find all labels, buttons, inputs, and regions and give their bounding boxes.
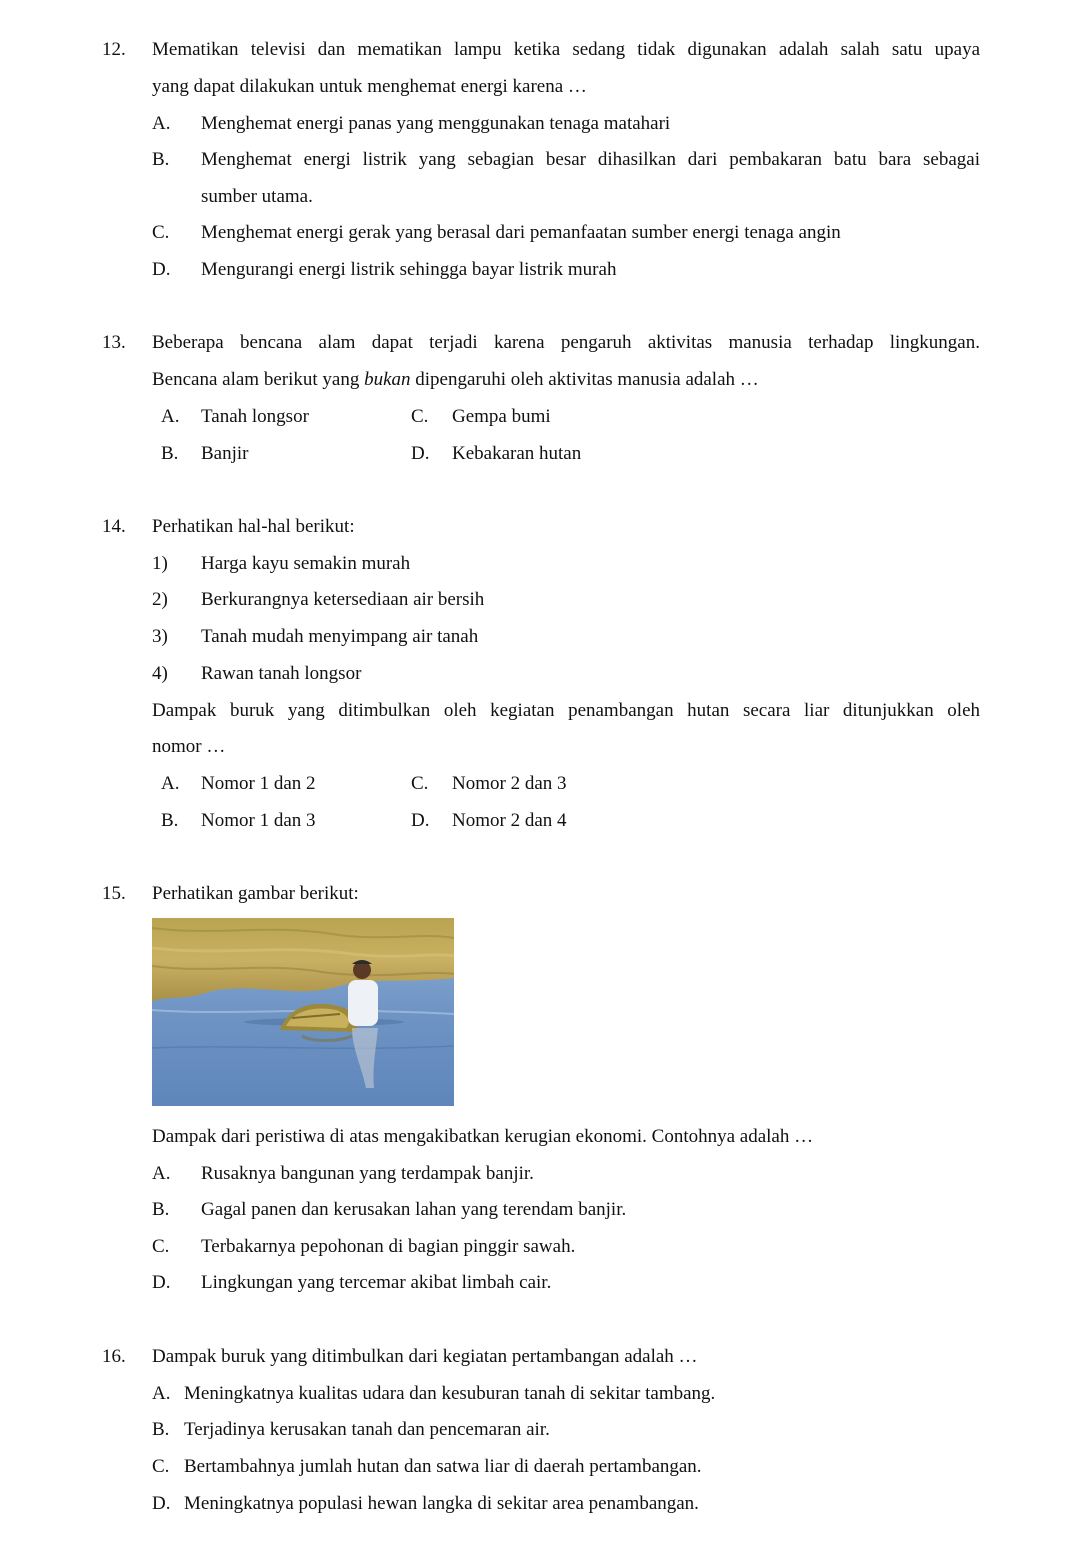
option-text: Nomor 2 dan 3 — [452, 773, 567, 794]
question-prompt: Dampak buruk yang ditimbulkan oleh kegiatan penambangan hutan secara liar ditunjukkan oleh — [152, 700, 980, 721]
option-letter: A. — [152, 1163, 171, 1184]
option-letter: B. — [152, 1199, 170, 1220]
option-text: Kebakaran hutan — [452, 443, 582, 464]
item-number: 2) — [152, 589, 168, 610]
option-letter: B. — [161, 810, 179, 831]
option-letter: A. — [152, 1383, 171, 1404]
option-letter: D. — [152, 1493, 171, 1514]
question-stem: Perhatikan hal-hal berikut: — [152, 516, 355, 537]
option-text: Terbakarnya pepohonan di bagian pinggir sawah. — [201, 1236, 576, 1257]
item-text: Rawan tanah longsor — [201, 663, 362, 684]
option-text: Bertambahnya jumlah hutan dan satwa liar di daerah pertambangan. — [184, 1456, 702, 1477]
question-stem: yang dapat dilakukan untuk menghemat energi karena … — [152, 76, 587, 97]
stem-emphasis: bukan — [364, 369, 411, 390]
option-text: Menghemat energi gerak yang berasal dari pemanfaatan sumber energi tenaga angin — [201, 222, 841, 243]
item-number: 1) — [152, 553, 168, 574]
question-stem: Dampak buruk yang ditimbulkan dari kegiatan pertambangan adalah … — [152, 1346, 698, 1367]
option-text: sumber utama. — [201, 186, 313, 207]
option-text: Nomor 2 dan 4 — [452, 810, 567, 831]
option-letter: C. — [152, 222, 170, 243]
stem-text: Bencana alam berikut yang — [152, 369, 365, 390]
option-letter: B. — [152, 149, 170, 170]
option-letter: D. — [411, 443, 430, 464]
question-number: 16. — [102, 1346, 126, 1367]
option-text: Lingkungan yang tercemar akibat limbah cair. — [201, 1272, 552, 1293]
item-text: Tanah mudah menyimpang air tanah — [201, 626, 479, 647]
option-letter: D. — [411, 810, 430, 831]
option-text: Meningkatnya populasi hewan langka di sekitar area penambangan. — [184, 1493, 699, 1514]
item-number: 4) — [152, 663, 168, 684]
option-text: Nomor 1 dan 3 — [201, 810, 316, 831]
option-text: Rusaknya bangunan yang terdampak banjir. — [201, 1163, 534, 1184]
option-letter: D. — [152, 259, 171, 280]
option-letter: B. — [161, 443, 179, 464]
item-text: Harga kayu semakin murah — [201, 553, 411, 574]
option-text: Mengurangi energi listrik sehingga bayar listrik murah — [201, 259, 617, 280]
option-letter: A. — [152, 113, 171, 134]
question-stem: Mematikan televisi dan mematikan lampu ketika sedang tidak digunakan adalah salah satu upaya — [152, 39, 980, 60]
option-text: Nomor 1 dan 2 — [201, 773, 316, 794]
question-number: 13. — [102, 332, 126, 353]
option-letter: A. — [161, 406, 180, 427]
stem-text: dipengaruhi oleh aktivitas manusia adalah … — [410, 369, 759, 390]
question-prompt: nomor … — [152, 736, 226, 757]
option-text: Menghemat energi listrik yang sebagian besar dihasilkan dari pembakaran batu bara sebagai — [201, 149, 980, 170]
option-text: Banjir — [201, 443, 249, 464]
flooded-rice-field-photo — [152, 918, 454, 1106]
option-text: Terjadinya kerusakan tanah dan pencemaran air. — [184, 1419, 550, 1440]
question-prompt: Dampak dari peristiwa di atas mengakibatkan kerugian ekonomi. Contohnya adalah … — [152, 1126, 814, 1147]
option-text: Gagal panen dan kerusakan lahan yang terendam banjir. — [201, 1199, 627, 1220]
option-text: Gempa bumi — [452, 406, 551, 427]
question-stem: Beberapa bencana alam dapat terjadi karena pengaruh aktivitas manusia terhadap lingkungan. — [152, 332, 980, 353]
option-text: Menghemat energi panas yang menggunakan tenaga matahari — [201, 113, 671, 134]
option-letter: C. — [411, 773, 429, 794]
question-number: 12. — [102, 39, 126, 60]
option-text: Tanah longsor — [201, 406, 309, 427]
question-number: 14. — [102, 516, 126, 537]
item-number: 3) — [152, 626, 168, 647]
option-letter: C. — [411, 406, 429, 427]
option-letter: C. — [152, 1236, 170, 1257]
question-stem: Perhatikan gambar berikut: — [152, 883, 359, 904]
question-number: 15. — [102, 883, 126, 904]
question-stem — [152, 370, 759, 389]
option-letter: C. — [152, 1456, 170, 1477]
option-letter: D. — [152, 1272, 171, 1293]
option-letter: B. — [152, 1419, 170, 1440]
option-letter: A. — [161, 773, 180, 794]
item-text: Berkurangnya ketersediaan air bersih — [201, 589, 485, 610]
option-text: Meningkatnya kualitas udara dan kesuburan tanah di sekitar tambang. — [184, 1383, 716, 1404]
